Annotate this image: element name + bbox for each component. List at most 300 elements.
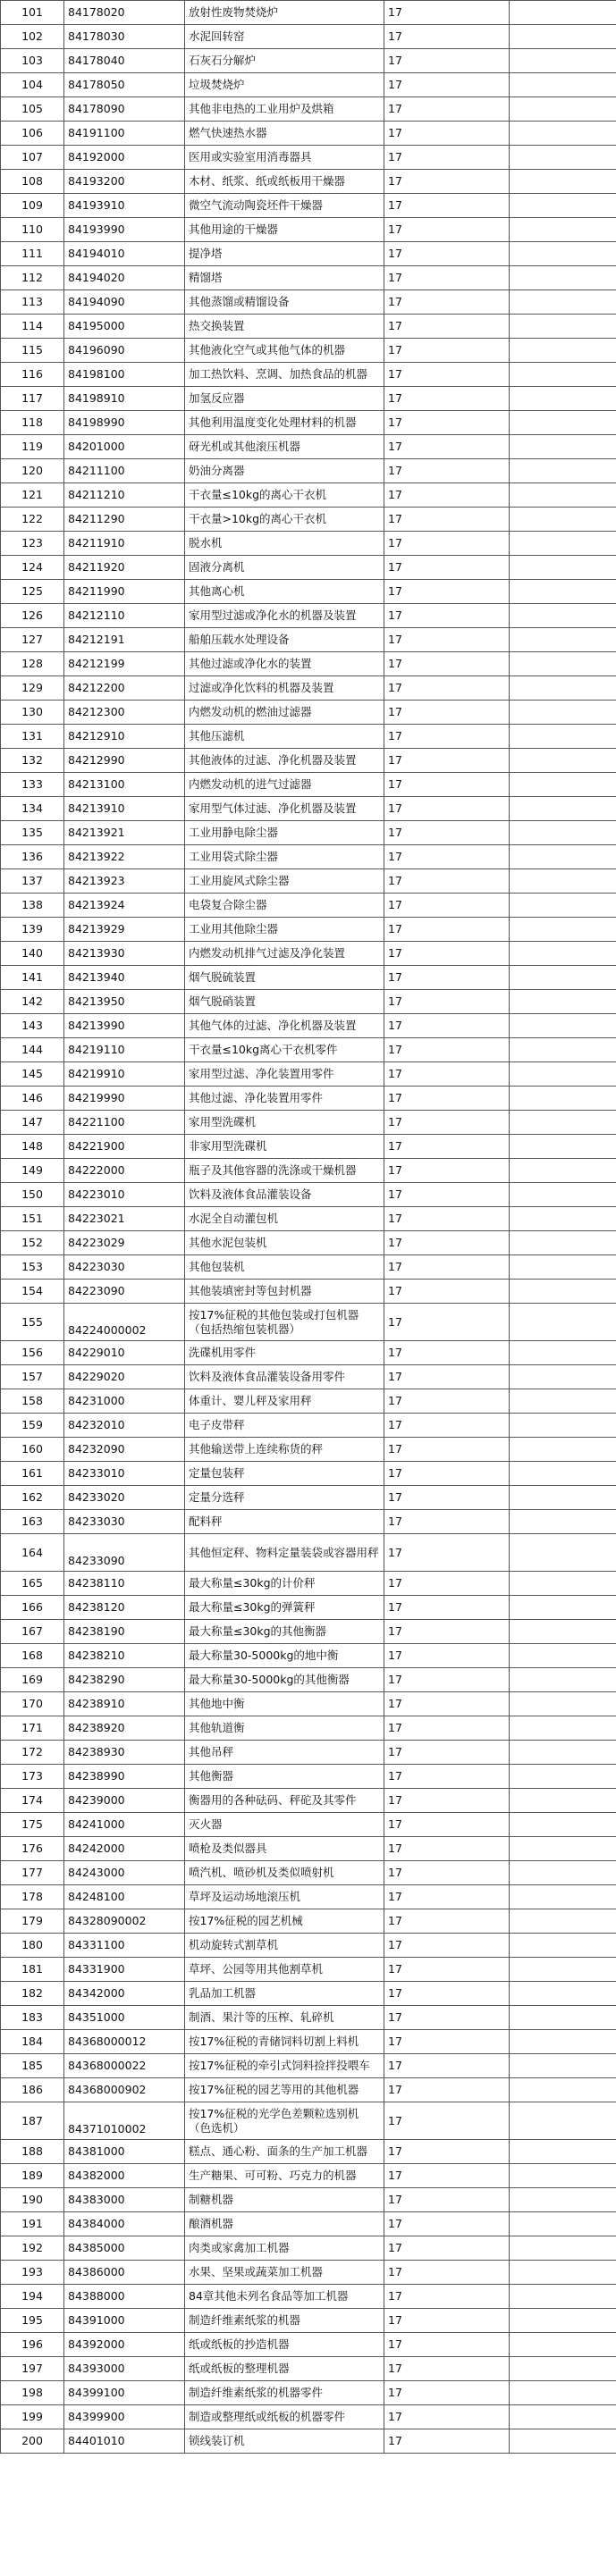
table-row bbox=[1, 387, 616, 411]
tax-rate-cell: 17 bbox=[384, 821, 510, 845]
tariff-code-cell: 84392000 bbox=[64, 2333, 185, 2357]
tariff-code-cell: 84198910 bbox=[64, 387, 185, 411]
row-number-cell: 119 bbox=[1, 435, 64, 459]
empty-cell bbox=[510, 2078, 616, 2102]
table-row bbox=[1, 676, 616, 701]
tariff-code-cell: 84238120 bbox=[64, 1596, 185, 1620]
tariff-code-cell: 84331900 bbox=[64, 1958, 185, 1982]
goods-name-cell: 按17%征税的园艺机械 bbox=[185, 1909, 384, 1934]
tax-rate-cell: 17 bbox=[384, 845, 510, 869]
tariff-code-cell: 84229010 bbox=[64, 1341, 185, 1365]
tax-rate-cell: 17 bbox=[384, 290, 510, 315]
tariff-code-cell: 84238110 bbox=[64, 1572, 185, 1596]
tax-rate-cell: 17 bbox=[384, 266, 510, 290]
goods-name-cell: 其他地中衡 bbox=[185, 1692, 384, 1716]
tariff-code-cell: 84196090 bbox=[64, 339, 185, 363]
goods-name-cell: 电子皮带秤 bbox=[185, 1414, 384, 1438]
table-row bbox=[1, 1255, 616, 1280]
tax-rate-cell: 17 bbox=[384, 1183, 510, 1207]
tax-rate-cell: 17 bbox=[384, 894, 510, 918]
table-row bbox=[1, 532, 616, 556]
table-row bbox=[1, 869, 616, 894]
tariff-code-cell: 84233020 bbox=[64, 1486, 185, 1510]
table-row bbox=[1, 2140, 616, 2164]
goods-name-cell: 定量包装秤 bbox=[185, 1462, 384, 1486]
tariff-code-cell: 84178040 bbox=[64, 49, 185, 73]
goods-name-cell: 其他轨道衡 bbox=[185, 1716, 384, 1741]
empty-cell bbox=[510, 628, 616, 652]
row-number-cell: 153 bbox=[1, 1255, 64, 1280]
tariff-code-cell: 84198100 bbox=[64, 363, 185, 387]
goods-name-cell: 最大称量30-5000kg的其他衡器 bbox=[185, 1668, 384, 1692]
tax-rate-cell: 17 bbox=[384, 918, 510, 942]
table-row bbox=[1, 363, 616, 387]
goods-name-cell: 衡器用的各种砝码、秤砣及其零件 bbox=[185, 1789, 384, 1813]
table-row bbox=[1, 1982, 616, 2006]
table-row bbox=[1, 2236, 616, 2261]
tariff-code-cell: 84193910 bbox=[64, 194, 185, 218]
tax-rate-cell: 17 bbox=[384, 1135, 510, 1159]
table-row bbox=[1, 2078, 616, 2102]
tax-rate-cell: 17 bbox=[384, 387, 510, 411]
tax-rate-cell: 17 bbox=[384, 483, 510, 508]
tax-rate-cell: 17 bbox=[384, 2285, 510, 2309]
tariff-code-cell: 84243000 bbox=[64, 1861, 185, 1885]
row-number-cell: 140 bbox=[1, 942, 64, 966]
goods-name-cell: 其他过滤或净化水的装置 bbox=[185, 652, 384, 676]
empty-cell bbox=[510, 1280, 616, 1304]
tariff-code-cell: 84223090 bbox=[64, 1280, 185, 1304]
table-row bbox=[1, 1596, 616, 1620]
empty-cell bbox=[510, 1644, 616, 1668]
tariff-code-cell: 84393000 bbox=[64, 2357, 185, 2381]
empty-cell bbox=[510, 773, 616, 797]
goods-name-cell: 家用型气体过滤、净化机器及装置 bbox=[185, 797, 384, 821]
row-number-cell: 145 bbox=[1, 1062, 64, 1087]
row-number-cell: 136 bbox=[1, 845, 64, 869]
goods-name-cell: 锁线装订机 bbox=[185, 2429, 384, 2454]
tax-rate-cell: 17 bbox=[384, 556, 510, 580]
tariff-code-cell: 84224000002 bbox=[64, 1304, 185, 1341]
tariff-code-cell: 84233010 bbox=[64, 1462, 185, 1486]
empty-cell bbox=[510, 290, 616, 315]
row-number-cell: 198 bbox=[1, 2381, 64, 2405]
row-number-cell: 162 bbox=[1, 1486, 64, 1510]
tariff-code-cell: 84213924 bbox=[64, 894, 185, 918]
tax-rate-cell: 17 bbox=[384, 604, 510, 628]
table-row bbox=[1, 1741, 616, 1765]
row-number-cell: 129 bbox=[1, 676, 64, 701]
goods-name-cell: 瓶子及其他容器的洗涤或干燥机器 bbox=[185, 1159, 384, 1183]
table-row bbox=[1, 2261, 616, 2285]
tariff-code-cell: 84223010 bbox=[64, 1183, 185, 1207]
tariff-code-cell: 84351000 bbox=[64, 2006, 185, 2030]
empty-cell bbox=[510, 652, 616, 676]
tariff-code-cell: 84331100 bbox=[64, 1934, 185, 1958]
tax-rate-cell: 17 bbox=[384, 1885, 510, 1909]
goods-name-cell: 饮料及液体食品灌装设备 bbox=[185, 1183, 384, 1207]
tariff-code-cell: 84213923 bbox=[64, 869, 185, 894]
table-row bbox=[1, 1111, 616, 1135]
row-number-cell: 200 bbox=[1, 2429, 64, 2454]
table-row bbox=[1, 97, 616, 122]
row-number-cell: 195 bbox=[1, 2309, 64, 2333]
row-number-cell: 112 bbox=[1, 266, 64, 290]
row-number-cell: 150 bbox=[1, 1183, 64, 1207]
tax-rate-cell: 17 bbox=[384, 1304, 510, 1341]
goods-name-cell: 放射性废物焚烧炉 bbox=[185, 1, 384, 25]
goods-name-cell: 肉类或家禽加工机器 bbox=[185, 2236, 384, 2261]
tax-rate-cell: 17 bbox=[384, 1111, 510, 1135]
goods-name-cell: 家用型过滤或净化水的机器及装置 bbox=[185, 604, 384, 628]
tax-rate-cell: 17 bbox=[384, 1958, 510, 1982]
empty-cell bbox=[510, 1231, 616, 1255]
empty-cell bbox=[510, 122, 616, 146]
tax-rate-cell: 17 bbox=[384, 1861, 510, 1885]
row-number-cell: 168 bbox=[1, 1644, 64, 1668]
tax-rate-cell: 17 bbox=[384, 580, 510, 604]
table-row bbox=[1, 266, 616, 290]
empty-cell bbox=[510, 1389, 616, 1414]
goods-name-cell: 其他衡器 bbox=[185, 1765, 384, 1789]
goods-name-cell: 按17%征税的青储饲料切割上料机 bbox=[185, 2030, 384, 2054]
empty-cell bbox=[510, 242, 616, 266]
tax-rate-cell: 17 bbox=[384, 1365, 510, 1389]
row-number-cell: 132 bbox=[1, 749, 64, 773]
empty-cell bbox=[510, 2405, 616, 2429]
table-row bbox=[1, 1038, 616, 1062]
empty-cell bbox=[510, 1789, 616, 1813]
table-row bbox=[1, 459, 616, 483]
empty-cell bbox=[510, 1765, 616, 1789]
tax-rate-cell: 17 bbox=[384, 1813, 510, 1837]
tax-rate-cell: 17 bbox=[384, 1644, 510, 1668]
row-number-cell: 147 bbox=[1, 1111, 64, 1135]
row-number-cell: 167 bbox=[1, 1620, 64, 1644]
empty-cell bbox=[510, 411, 616, 435]
goods-name-cell: 干衣量≤10kg离心干衣机零件 bbox=[185, 1038, 384, 1062]
table-row bbox=[1, 797, 616, 821]
tax-rate-cell: 17 bbox=[384, 1510, 510, 1534]
tariff-code-cell: 84368000012 bbox=[64, 2030, 185, 2054]
row-number-cell: 149 bbox=[1, 1159, 64, 1183]
empty-cell bbox=[510, 2285, 616, 2309]
tariff-code-cell: 84213950 bbox=[64, 990, 185, 1014]
tariff-code-cell: 84229020 bbox=[64, 1365, 185, 1389]
row-number-cell: 157 bbox=[1, 1365, 64, 1389]
table-row bbox=[1, 1861, 616, 1885]
row-number-cell: 114 bbox=[1, 315, 64, 339]
empty-cell bbox=[510, 797, 616, 821]
empty-cell bbox=[510, 749, 616, 773]
goods-name-cell: 最大称量≤30kg的弹簧秤 bbox=[185, 1596, 384, 1620]
empty-cell bbox=[510, 580, 616, 604]
tariff-code-cell: 84386000 bbox=[64, 2261, 185, 2285]
tax-rate-cell: 17 bbox=[384, 2405, 510, 2429]
row-number-cell: 107 bbox=[1, 146, 64, 170]
table-row bbox=[1, 604, 616, 628]
table-row bbox=[1, 1644, 616, 1668]
empty-cell bbox=[510, 2429, 616, 2454]
goods-name-cell: 其他水泥包装机 bbox=[185, 1231, 384, 1255]
tax-rate-cell: 17 bbox=[384, 2078, 510, 2102]
table-row bbox=[1, 1, 616, 25]
tariff-code-cell: 84198990 bbox=[64, 411, 185, 435]
table-row bbox=[1, 725, 616, 749]
goods-name-cell: 过滤或净化饮料的机器及装置 bbox=[185, 676, 384, 701]
goods-name-cell: 制造或整理纸或纸板的机器零件 bbox=[185, 2405, 384, 2429]
goods-name-cell: 内燃发动机排气过滤及净化装置 bbox=[185, 942, 384, 966]
empty-cell bbox=[510, 676, 616, 701]
tariff-code-cell: 84368000022 bbox=[64, 2054, 185, 2078]
row-number-cell: 126 bbox=[1, 604, 64, 628]
goods-name-cell: 医用或实验室用消毒器具 bbox=[185, 146, 384, 170]
tax-rate-cell: 17 bbox=[384, 508, 510, 532]
goods-name-cell: 其他装填密封等包封机器 bbox=[185, 1280, 384, 1304]
goods-name-cell: 其他液化空气或其他气体的机器 bbox=[185, 339, 384, 363]
tariff-code-cell: 84223030 bbox=[64, 1255, 185, 1280]
tax-rate-cell: 17 bbox=[384, 990, 510, 1014]
tax-rate-cell: 17 bbox=[384, 701, 510, 725]
empty-cell bbox=[510, 821, 616, 845]
goods-name-cell: 按17%征税的光学色差颗粒选别机（色选机） bbox=[185, 2102, 384, 2140]
empty-cell bbox=[510, 725, 616, 749]
goods-name-cell: 木材、纸浆、纸或纸板用干燥器 bbox=[185, 170, 384, 194]
tariff-code-cell: 84233030 bbox=[64, 1510, 185, 1534]
empty-cell bbox=[510, 1813, 616, 1837]
tax-rate-cell: 17 bbox=[384, 1062, 510, 1087]
table-row bbox=[1, 2188, 616, 2212]
table-row bbox=[1, 2405, 616, 2429]
tax-rate-cell: 17 bbox=[384, 339, 510, 363]
goods-name-cell: 按17%征税的牵引式饲料捡拌投喂车 bbox=[185, 2054, 384, 2078]
tariff-code-cell: 84383000 bbox=[64, 2188, 185, 2212]
tariff-code-cell: 84194010 bbox=[64, 242, 185, 266]
table-row bbox=[1, 1014, 616, 1038]
tax-rate-cell: 17 bbox=[384, 676, 510, 701]
tax-rate-cell: 17 bbox=[384, 2054, 510, 2078]
tax-rate-cell: 17 bbox=[384, 1596, 510, 1620]
table-row bbox=[1, 1934, 616, 1958]
tariff-code-cell: 84219910 bbox=[64, 1062, 185, 1087]
table-row bbox=[1, 2309, 616, 2333]
row-number-cell: 123 bbox=[1, 532, 64, 556]
empty-cell bbox=[510, 2261, 616, 2285]
empty-cell bbox=[510, 146, 616, 170]
tax-rate-cell: 17 bbox=[384, 1207, 510, 1231]
empty-cell bbox=[510, 2333, 616, 2357]
goods-name-cell: 饮料及液体食品灌装设备用零件 bbox=[185, 1365, 384, 1389]
empty-cell bbox=[510, 990, 616, 1014]
empty-cell bbox=[510, 2236, 616, 2261]
row-number-cell: 196 bbox=[1, 2333, 64, 2357]
empty-cell bbox=[510, 508, 616, 532]
row-number-cell: 121 bbox=[1, 483, 64, 508]
goods-name-cell: 非家用型洗碟机 bbox=[185, 1135, 384, 1159]
empty-cell bbox=[510, 1958, 616, 1982]
row-number-cell: 180 bbox=[1, 1934, 64, 1958]
empty-cell bbox=[510, 869, 616, 894]
tariff-code-cell: 84211910 bbox=[64, 532, 185, 556]
tariff-code-cell: 84195000 bbox=[64, 315, 185, 339]
table-row bbox=[1, 1304, 616, 1341]
tax-rate-cell: 17 bbox=[384, 1, 510, 25]
goods-name-cell: 其他离心机 bbox=[185, 580, 384, 604]
goods-name-cell: 酿酒机器 bbox=[185, 2212, 384, 2236]
tariff-code-cell: 84212990 bbox=[64, 749, 185, 773]
tariff-code-cell: 84242000 bbox=[64, 1837, 185, 1861]
row-number-cell: 101 bbox=[1, 1, 64, 25]
tariff-code-cell: 84201000 bbox=[64, 435, 185, 459]
tax-rate-cell: 17 bbox=[384, 1668, 510, 1692]
tariff-code-cell: 84238290 bbox=[64, 1668, 185, 1692]
table-row bbox=[1, 170, 616, 194]
tariff-code-cell: 84221100 bbox=[64, 1111, 185, 1135]
tax-rate-cell: 17 bbox=[384, 1341, 510, 1365]
empty-cell bbox=[510, 2381, 616, 2405]
table-row bbox=[1, 1716, 616, 1741]
row-number-cell: 105 bbox=[1, 97, 64, 122]
table-row bbox=[1, 194, 616, 218]
tax-rate-cell: 17 bbox=[384, 1620, 510, 1644]
empty-cell bbox=[510, 2357, 616, 2381]
tariff-code-cell: 84193200 bbox=[64, 170, 185, 194]
tax-rate-cell: 17 bbox=[384, 97, 510, 122]
row-number-cell: 127 bbox=[1, 628, 64, 652]
table-row bbox=[1, 1909, 616, 1934]
tax-rate-cell: 17 bbox=[384, 242, 510, 266]
empty-cell bbox=[510, 1596, 616, 1620]
row-number-cell: 183 bbox=[1, 2006, 64, 2030]
tariff-code-cell: 84248100 bbox=[64, 1885, 185, 1909]
table-row bbox=[1, 1231, 616, 1255]
tax-rate-cell: 17 bbox=[384, 1909, 510, 1934]
row-number-cell: 148 bbox=[1, 1135, 64, 1159]
row-number-cell: 190 bbox=[1, 2188, 64, 2212]
table-row bbox=[1, 122, 616, 146]
table-row bbox=[1, 1668, 616, 1692]
table-row bbox=[1, 2102, 616, 2140]
tariff-code-cell: 84385000 bbox=[64, 2236, 185, 2261]
goods-name-cell: 干衣量≤10kg的离心干衣机 bbox=[185, 483, 384, 508]
tax-rate-cell: 17 bbox=[384, 725, 510, 749]
empty-cell bbox=[510, 1038, 616, 1062]
row-number-cell: 199 bbox=[1, 2405, 64, 2429]
goods-name-cell: 最大称量≤30kg的计价秤 bbox=[185, 1572, 384, 1596]
tariff-code-cell: 84213921 bbox=[64, 821, 185, 845]
tariff-code-cell: 84213910 bbox=[64, 797, 185, 821]
empty-cell bbox=[510, 1741, 616, 1765]
tariff-code-cell: 84178020 bbox=[64, 1, 185, 25]
tax-rate-cell: 17 bbox=[384, 2188, 510, 2212]
tariff-code-cell: 84212300 bbox=[64, 701, 185, 725]
goods-name-cell: 内燃发动机的燃油过滤器 bbox=[185, 701, 384, 725]
tariff-code-cell: 84194090 bbox=[64, 290, 185, 315]
goods-name-cell: 糕点、通心粉、面条的生产加工机器 bbox=[185, 2140, 384, 2164]
empty-cell bbox=[510, 49, 616, 73]
row-number-cell: 118 bbox=[1, 411, 64, 435]
row-number-cell: 125 bbox=[1, 580, 64, 604]
empty-cell bbox=[510, 194, 616, 218]
tax-rate-cell: 17 bbox=[384, 869, 510, 894]
empty-cell bbox=[510, 1982, 616, 2006]
row-number-cell: 182 bbox=[1, 1982, 64, 2006]
table-row bbox=[1, 2212, 616, 2236]
goods-name-cell: 船舶压载水处理设备 bbox=[185, 628, 384, 652]
goods-name-cell: 垃圾焚烧炉 bbox=[185, 73, 384, 97]
empty-cell bbox=[510, 2140, 616, 2164]
row-number-cell: 179 bbox=[1, 1909, 64, 1934]
tax-rate-cell: 17 bbox=[384, 1982, 510, 2006]
table-row bbox=[1, 2164, 616, 2188]
tariff-code-cell: 84213929 bbox=[64, 918, 185, 942]
tariff-code-cell: 84222000 bbox=[64, 1159, 185, 1183]
goods-name-cell: 提净塔 bbox=[185, 242, 384, 266]
goods-name-cell: 燃气快速热水器 bbox=[185, 122, 384, 146]
empty-cell bbox=[510, 1486, 616, 1510]
row-number-cell: 161 bbox=[1, 1462, 64, 1486]
goods-name-cell: 其他非电热的工业用炉及烘箱 bbox=[185, 97, 384, 122]
goods-name-cell: 内燃发动机的进气过滤器 bbox=[185, 773, 384, 797]
table-row bbox=[1, 73, 616, 97]
tariff-code-cell: 84213922 bbox=[64, 845, 185, 869]
empty-cell bbox=[510, 2006, 616, 2030]
empty-cell bbox=[510, 604, 616, 628]
row-number-cell: 165 bbox=[1, 1572, 64, 1596]
goods-name-cell: 定量分选秤 bbox=[185, 1486, 384, 1510]
tax-rate-cell: 17 bbox=[384, 2333, 510, 2357]
row-number-cell: 117 bbox=[1, 387, 64, 411]
tariff-code-cell: 84212191 bbox=[64, 628, 185, 652]
row-number-cell: 104 bbox=[1, 73, 64, 97]
tariff-code-cell: 84191100 bbox=[64, 122, 185, 146]
table-row bbox=[1, 1885, 616, 1909]
table-row bbox=[1, 1486, 616, 1510]
row-number-cell: 139 bbox=[1, 918, 64, 942]
goods-name-cell: 其他恒定秤、物料定量装袋或容器用秤 bbox=[185, 1534, 384, 1572]
goods-name-cell: 脱水机 bbox=[185, 532, 384, 556]
row-number-cell: 154 bbox=[1, 1280, 64, 1304]
tariff-code-cell: 84221900 bbox=[64, 1135, 185, 1159]
goods-name-cell: 水果、坚果或蔬菜加工机器 bbox=[185, 2261, 384, 2285]
goods-name-cell: 按17%征税的其他包装或打包机器（包括热缩包装机器） bbox=[185, 1304, 384, 1341]
tax-rate-cell: 17 bbox=[384, 435, 510, 459]
tax-rate-cell: 17 bbox=[384, 2357, 510, 2381]
table-row bbox=[1, 918, 616, 942]
tariff-code-cell: 84241000 bbox=[64, 1813, 185, 1837]
row-number-cell: 124 bbox=[1, 556, 64, 580]
goods-name-cell: 机动旋转式割草机 bbox=[185, 1934, 384, 1958]
empty-cell bbox=[510, 483, 616, 508]
row-number-cell: 115 bbox=[1, 339, 64, 363]
row-number-cell: 122 bbox=[1, 508, 64, 532]
row-number-cell: 185 bbox=[1, 2054, 64, 2078]
table-row bbox=[1, 1510, 616, 1534]
goods-name-cell: 工业用其他除尘器 bbox=[185, 918, 384, 942]
table-row bbox=[1, 508, 616, 532]
empty-cell bbox=[510, 2102, 616, 2140]
row-number-cell: 142 bbox=[1, 990, 64, 1014]
goods-name-cell: 热交换装置 bbox=[185, 315, 384, 339]
empty-cell bbox=[510, 1, 616, 25]
tariff-code-cell: 84384000 bbox=[64, 2212, 185, 2236]
tariff-code-cell: 84401010 bbox=[64, 2429, 185, 2454]
empty-cell bbox=[510, 315, 616, 339]
empty-cell bbox=[510, 73, 616, 97]
goods-name-cell: 加氢反应器 bbox=[185, 387, 384, 411]
goods-name-cell: 微空气流动陶瓷坯件干燥器 bbox=[185, 194, 384, 218]
tax-rate-cell: 17 bbox=[384, 2236, 510, 2261]
